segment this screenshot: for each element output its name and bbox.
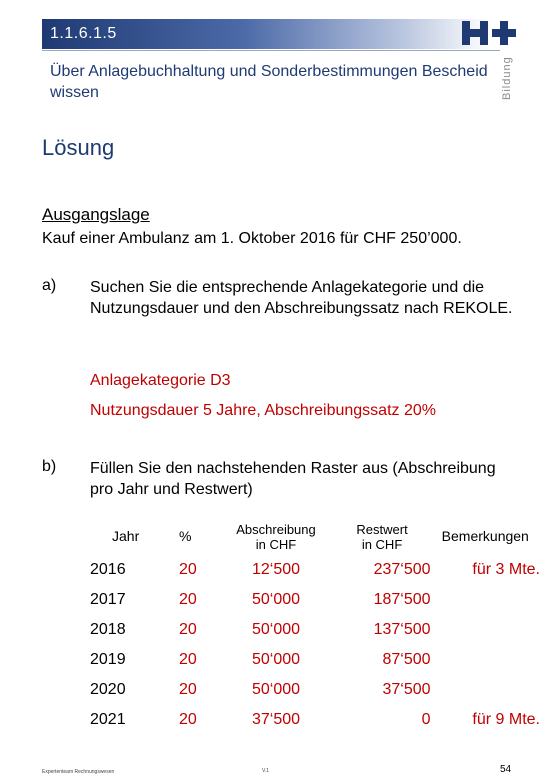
bildung-side-text: Bildung	[501, 56, 513, 100]
question-a-text: Suchen Sie die entsprechende Anlagekategorie und die Nutzungsdauer und den Abschreibungssatz nach REKOLE.	[90, 279, 513, 317]
cell-bemerkung: für 9 Mte.	[472, 711, 540, 728]
cell-bemerkung	[431, 645, 540, 675]
footer-version: V.1	[262, 768, 270, 774]
cell-pct: 20	[179, 651, 197, 668]
ausgangslage-heading: Ausgangslage	[42, 205, 150, 224]
cell-jahr: 2018	[90, 621, 126, 638]
col-header-restwert	[334, 518, 431, 555]
header-subtitle: Über Anlagebuchhaltung und Sonderbestimmungen Bescheid wissen	[50, 63, 488, 101]
cell-bemerkung	[431, 675, 540, 705]
cell-pct: 20	[179, 681, 197, 698]
cell-pct: 20	[179, 711, 197, 728]
cell-bemerkung	[431, 615, 540, 645]
cell-abschreibung: 50‘000	[251, 591, 301, 608]
cell-restwert: 87‘500	[382, 651, 431, 668]
table-row	[90, 675, 540, 705]
depreciation-table	[90, 518, 540, 735]
cell-bemerkung: für 3 Mte.	[472, 561, 540, 578]
col-header-pct: %	[179, 528, 192, 544]
col-header-restwert-line1: Restwert	[356, 521, 408, 537]
cell-restwert: 0	[421, 711, 431, 728]
cell-pct: 20	[179, 591, 197, 608]
ausgangslage-text: Kauf einer Ambulanz am 1. Oktober 2016 für CHF 250’000.	[42, 230, 462, 247]
page-title: Lösung	[42, 135, 115, 160]
page-number: 54	[500, 764, 512, 775]
table-row	[90, 585, 540, 615]
cell-jahr: 2017	[90, 591, 126, 608]
cell-abschreibung: 37‘500	[251, 711, 301, 728]
table-header-row	[90, 518, 540, 555]
cell-restwert: 187‘500	[373, 591, 431, 608]
question-a-label: a)	[42, 277, 57, 294]
header-divider	[42, 50, 500, 51]
cell-jahr: 2019	[90, 651, 126, 668]
cell-abschreibung: 50‘000	[251, 621, 301, 638]
table-row	[90, 615, 540, 645]
cell-jahr: 2021	[90, 711, 126, 728]
cell-abschreibung: 50‘000	[251, 651, 301, 668]
cell-abschreibung: 12‘500	[251, 561, 301, 578]
table-row	[90, 645, 540, 675]
col-header-restwert-line2: in CHF	[361, 536, 403, 552]
question-b-label: b)	[42, 458, 57, 475]
table-row	[90, 555, 540, 585]
hplus-logo	[462, 18, 518, 48]
col-header-bemerkungen: Bemerkungen	[441, 528, 529, 544]
cell-abschreibung: 50‘000	[251, 681, 301, 698]
cell-restwert: 137‘500	[373, 621, 431, 638]
question-b-text: Füllen Sie den nachstehenden Raster aus (Abschreibung pro Jahr und Restwert)	[90, 460, 496, 498]
cell-bemerkung	[431, 585, 540, 615]
footer-left: Expertenteam Rechnungswesen	[42, 769, 115, 775]
col-header-abschreibung-line2: in CHF	[255, 536, 297, 552]
col-header-abschreibung-line1: Abschreibung	[236, 521, 316, 537]
col-header-jahr: Jahr	[112, 528, 140, 544]
cell-restwert: 237‘500	[373, 561, 431, 578]
cell-pct: 20	[179, 561, 197, 578]
answer-category: Anlagekategorie D3	[90, 372, 231, 389]
cell-jahr: 2016	[90, 561, 126, 578]
table-row	[90, 705, 540, 735]
cell-jahr: 2020	[90, 681, 126, 698]
col-header-abschreibung	[218, 518, 333, 555]
cell-restwert: 37‘500	[382, 681, 431, 698]
section-number: 1.1.6.1.5	[50, 25, 117, 42]
answer-duration-rate: Nutzungsdauer 5 Jahre, Abschreibungssatz 20%	[90, 402, 436, 419]
cell-pct: 20	[179, 621, 197, 638]
